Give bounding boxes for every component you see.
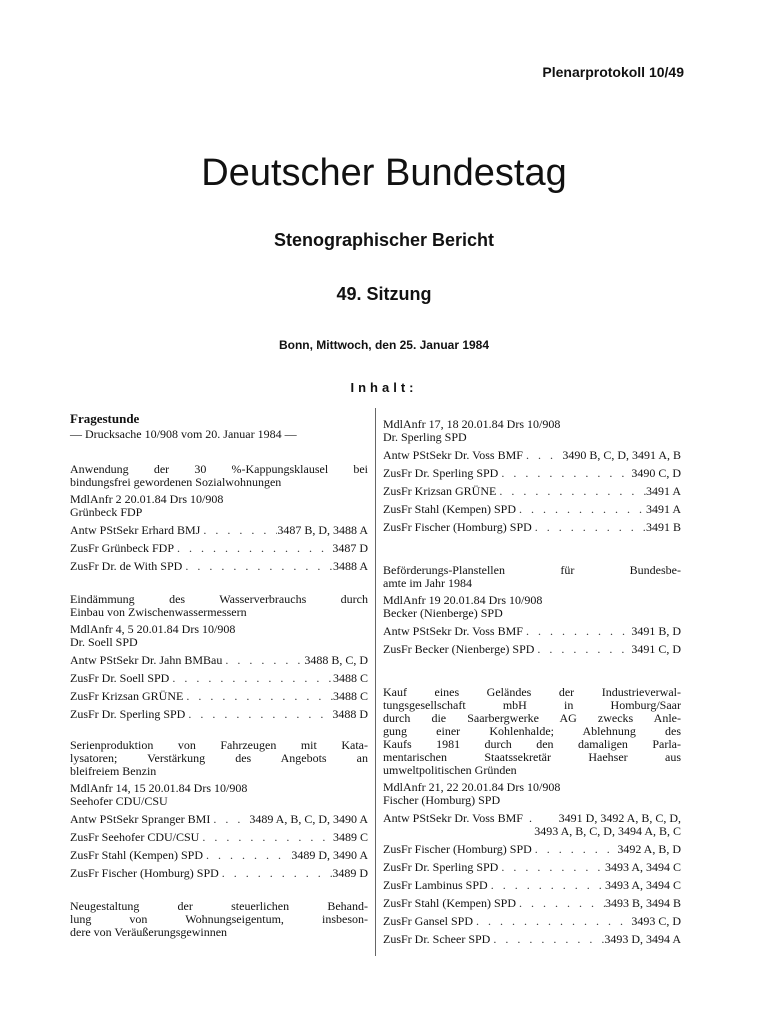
topic-text (70, 463, 368, 489)
question-ref (383, 418, 681, 444)
entry-page-continued: 3493 A, B, C, D, 3494 A, B, C (534, 824, 681, 838)
entry-page: 3493 C, D (631, 914, 681, 928)
ref-line: MdlAnfr 2 20.01.84 Drs 10/908 (70, 492, 224, 506)
entry-page: 3489 D, 3490 A (291, 848, 368, 862)
ref-line: MdlAnfr 19 20.01.84 Drs 10/908 (383, 593, 543, 607)
dot-leader (532, 843, 618, 856)
toc-entry (70, 524, 368, 537)
entry-name: ZusFr Dr. Sperling SPD (383, 466, 499, 480)
dot-leader (182, 560, 333, 573)
protocol-number: Plenarprotokoll 10/49 (542, 64, 684, 80)
entry-name: Antw PStSekr Dr. Voss BMF (383, 624, 523, 638)
place-date: Bonn, Mittwoch, den 25. Januar 1984 (278, 338, 490, 352)
toc-entry (383, 897, 681, 910)
topic-line: amte im Jahr 1984 (383, 576, 472, 590)
toc-entry (70, 560, 368, 573)
topic-line: dere von Veräußerungsgewinnen (70, 925, 228, 939)
entry-page: 3488 B, C, D (304, 653, 368, 667)
toc-entry (70, 849, 368, 862)
topic-text (70, 900, 368, 939)
toc-entry (383, 467, 681, 480)
entry-name: Antw PStSekr Spranger BMI (70, 812, 211, 826)
dot-leader (473, 915, 631, 928)
dot-leader (523, 449, 562, 462)
entry-name: ZusFr Dr. Sperling SPD (383, 860, 499, 874)
toc-entry (383, 933, 681, 946)
entry-page: 3489 A, B, C, D, 3490 A (249, 812, 368, 826)
dot-leader (199, 831, 333, 844)
dot-leader (496, 485, 646, 498)
entry-page: 3491 A (645, 502, 681, 516)
dot-leader (498, 467, 631, 480)
entry-page: 3493 A, 3494 C (604, 860, 681, 874)
toc-entry (383, 812, 681, 838)
topic-line: umweltpolitischen Gründen (383, 763, 517, 777)
toc-entry (383, 625, 681, 638)
dot-leader (222, 654, 304, 667)
toc-entry (383, 861, 681, 874)
topic-line: lysatoren; Verstärkung des Angebots an (70, 751, 368, 765)
dot-leader (174, 542, 332, 555)
toc-entry (383, 521, 681, 534)
toc-entry (70, 672, 368, 685)
question-ref (70, 623, 368, 649)
ref-line: Grünbeck FDP (70, 505, 143, 519)
ref-line: MdlAnfr 14, 15 20.01.84 Drs 10/908 (70, 781, 248, 795)
entry-name: ZusFr Dr. Sperling SPD (70, 707, 186, 721)
entry-name: ZusFr Fischer (Homburg) SPD (383, 520, 532, 534)
dot-leader: . (528, 811, 532, 825)
entry-page: 3487 D (332, 541, 368, 555)
dot-leader (169, 672, 333, 685)
entry-name: ZusFr Fischer (Homburg) SPD (383, 842, 532, 856)
entry-name: ZusFr Seehofer CDU/CSU (70, 830, 200, 844)
topic-line: Beförderungs-Planstellen für Bundesbe- (383, 563, 681, 577)
dot-leader (200, 524, 277, 537)
left-column (70, 412, 368, 939)
entry-page: 3493 D, 3494 A (604, 932, 681, 946)
toc-entry (383, 503, 681, 516)
topic-line: tungsgesellschaft mbH in Homburg/Saar (383, 698, 681, 712)
entry-page: 3491 A (645, 484, 681, 498)
question-ref (383, 594, 681, 620)
dot-leader (523, 625, 631, 638)
entry-name: Antw PStSekr Erhard BMJ (70, 523, 201, 537)
section-intro: — Drucksache 10/908 vom 20. Januar 1984 — (70, 427, 297, 441)
right-column (383, 412, 681, 946)
toc-entry (70, 831, 368, 844)
dot-leader (490, 933, 604, 946)
toc-entry (383, 879, 681, 892)
topic-text (383, 686, 681, 777)
entry-page: 3491 B (645, 520, 681, 534)
agenda-block (70, 463, 368, 573)
entry-page: 3487 B, D, 3488 A (277, 523, 368, 537)
entry-page: 3490 C, D (631, 466, 681, 480)
entry-name: ZusFr Dr. de With SPD (70, 559, 183, 573)
entry-page: 3491 D, 3492 A, B, C, D, (558, 811, 681, 825)
ref-line: Dr. Soell SPD (70, 635, 138, 649)
topic-line: Eindämmung des Wasserverbrauchs durch (70, 592, 368, 606)
entry-page: 3488 A (332, 559, 368, 573)
agenda-block (383, 418, 681, 534)
agenda-block (383, 686, 681, 946)
topic-line: Kauf eines Geländes der Industrieverwal- (383, 685, 681, 699)
ref-line: Becker (Nienberge) SPD (383, 606, 503, 620)
question-ref (70, 782, 368, 808)
entry-page: 3488 C (332, 689, 368, 703)
ref-line: MdlAnfr 21, 22 20.01.84 Drs 10/908 (383, 780, 561, 794)
document-subtitle: Stenographischer Bericht (273, 230, 495, 250)
topic-line: durch die Saarbergwerke AG zwecks Anle- (383, 711, 681, 725)
entry-name: ZusFr Lambinus SPD (383, 878, 488, 892)
dot-leader (532, 521, 646, 534)
section-heading: Fragestunde (70, 411, 140, 426)
topic-line: Einbau von Zwischenwassermessern (70, 605, 247, 619)
agenda-block (70, 739, 368, 880)
entry-page: 3491 C, D (631, 642, 681, 656)
toc-entry (383, 915, 681, 928)
entry-name: ZusFr Fischer (Homburg) SPD (70, 866, 219, 880)
entry-name: ZusFr Dr. Scheer SPD (383, 932, 491, 946)
agenda-block (70, 900, 368, 939)
entry-name: ZusFr Becker (Nienberge) SPD (383, 642, 535, 656)
topic-line: bindungsfrei gewordenen Sozialwohnungen (70, 475, 282, 489)
session-number: 49. Sitzung (336, 284, 432, 304)
dot-leader (516, 503, 646, 516)
topic-line: mentarischen Staatssekretär Haehser aus (383, 750, 681, 764)
entry-page: 3493 A, 3494 C (604, 878, 681, 892)
dot-leader (185, 708, 332, 721)
entry-name: ZusFr Krizsan GRÜNE (383, 484, 497, 498)
question-ref (383, 781, 681, 807)
ref-line: Seehofer CDU/CSU (70, 794, 168, 808)
toc-entry (383, 485, 681, 498)
entry-name: ZusFr Gansel SPD (383, 914, 474, 928)
dot-leader (498, 861, 605, 874)
entry-name: ZusFr Krizsan GRÜNE (70, 689, 184, 703)
toc-entry (70, 813, 368, 826)
entry-page: 3490 B, C, D, 3491 A, B (562, 448, 681, 462)
topic-line: Anwendung der 30 %-Kappungsklausel bei (70, 462, 368, 476)
entry-name: Antw PStSekr Dr. Voss BMF (383, 448, 523, 462)
toc-entry (70, 654, 368, 667)
toc-entry (70, 690, 368, 703)
dot-leader (210, 813, 249, 826)
toc-entry (383, 449, 681, 462)
entry-page: 3491 B, D (631, 624, 681, 638)
contents-label: Inhalt: (350, 380, 418, 395)
dot-leader (488, 879, 605, 892)
entry-name: ZusFr Dr. Soell SPD (70, 671, 170, 685)
entry-page: 3489 D (332, 866, 368, 880)
topic-text (70, 593, 368, 619)
topic-text (383, 564, 681, 590)
topic-line: Neugestaltung der steuerlichen Behand- (70, 899, 368, 913)
topic-line: gung einer Kohlenhalde; Ablehnung des (383, 724, 681, 738)
entry-name: Antw PStSekr Dr. Jahn BMBau (70, 653, 223, 667)
ref-line: Dr. Sperling SPD (383, 430, 467, 444)
agenda-block (383, 564, 681, 656)
dot-leader (534, 643, 631, 656)
toc-entry (70, 542, 368, 555)
entry-page: 3489 C (332, 830, 368, 844)
topic-line: Kaufs 1981 durch den damaligen Parla- (383, 737, 681, 751)
entry-name: ZusFr Stahl (Kempen) SPD (383, 896, 516, 910)
entry-name: ZusFr Stahl (Kempen) SPD (383, 502, 516, 516)
entry-name: ZusFr Stahl (Kempen) SPD (70, 848, 203, 862)
entry-page: 3488 C (332, 671, 368, 685)
topic-line: bleifreiem Benzin (70, 764, 157, 778)
ref-line: MdlAnfr 4, 5 20.01.84 Drs 10/908 (70, 622, 236, 636)
entry-name: ZusFr Grünbeck FDP (70, 541, 174, 555)
topic-line: lung von Wohnungseigentum, insbeson- (70, 912, 368, 926)
question-ref (70, 493, 368, 519)
dot-leader (219, 867, 333, 880)
entry-page: 3493 B, 3494 B (604, 896, 681, 910)
dot-leader (203, 849, 291, 862)
entry-page: 3488 D (332, 707, 368, 721)
agenda-block (70, 593, 368, 721)
topic-text (70, 739, 368, 778)
document-title: Deutscher Bundestag (201, 152, 567, 194)
dot-leader (516, 897, 605, 910)
ref-line: MdlAnfr 17, 18 20.01.84 Drs 10/908 (383, 417, 561, 431)
topic-line: Serienproduktion von Fahrzeugen mit Kata- (70, 738, 368, 752)
toc-entry (70, 867, 368, 880)
ref-line: Fischer (Homburg) SPD (383, 793, 501, 807)
toc-entry (70, 708, 368, 721)
toc-entry (383, 643, 681, 656)
toc-entry (383, 843, 681, 856)
entry-page: 3492 A, B, D (617, 842, 681, 856)
entry-name: Antw PStSekr Dr. Voss BMF (383, 811, 523, 825)
column-divider (375, 408, 376, 956)
dot-leader (183, 690, 333, 703)
